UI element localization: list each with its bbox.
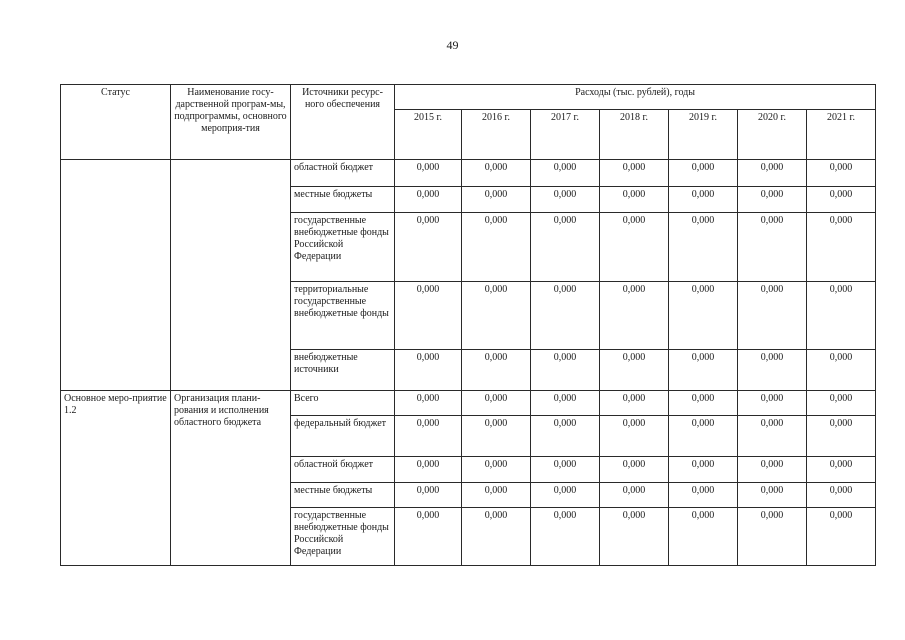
expense-value-cell: 0,000 xyxy=(600,186,669,213)
table-body xyxy=(61,160,876,566)
expense-value-cell: 0,000 xyxy=(807,508,876,566)
expense-value-cell: 0,000 xyxy=(738,456,807,482)
expense-value-cell: 0,000 xyxy=(531,160,600,187)
expense-value-cell: 0,000 xyxy=(462,160,531,187)
header-year: 2018 г. xyxy=(600,110,669,160)
expense-value-cell: 0,000 xyxy=(669,160,738,187)
expense-value-cell: 0,000 xyxy=(462,508,531,566)
expense-value-cell: 0,000 xyxy=(531,456,600,482)
expense-value-cell: 0,000 xyxy=(738,390,807,416)
expense-value-cell: 0,000 xyxy=(669,482,738,508)
funding-source-cell: Всего xyxy=(291,390,395,416)
expense-value-cell: 0,000 xyxy=(669,416,738,457)
expense-value-cell: 0,000 xyxy=(531,281,600,349)
expense-value-cell: 0,000 xyxy=(395,213,462,281)
expense-value-cell: 0,000 xyxy=(807,281,876,349)
expense-value-cell: 0,000 xyxy=(807,416,876,457)
funding-source-cell: областной бюджет xyxy=(291,160,395,187)
name-cell-empty xyxy=(171,160,291,391)
expense-value-cell: 0,000 xyxy=(395,160,462,187)
expense-value-cell: 0,000 xyxy=(600,390,669,416)
expense-value-cell: 0,000 xyxy=(600,508,669,566)
status-cell: Основное меро-приятие 1.2 xyxy=(61,390,171,565)
header-source: Источники ресурс-ного обеспечения xyxy=(291,85,395,160)
expense-value-cell: 0,000 xyxy=(395,281,462,349)
header-expenses: Расходы (тыс. рублей), годы xyxy=(395,85,876,110)
expense-value-cell: 0,000 xyxy=(807,390,876,416)
header-year: 2020 г. xyxy=(738,110,807,160)
expense-value-cell: 0,000 xyxy=(531,416,600,457)
expense-value-cell: 0,000 xyxy=(462,416,531,457)
expense-value-cell: 0,000 xyxy=(531,186,600,213)
expense-value-cell: 0,000 xyxy=(807,160,876,187)
expense-value-cell: 0,000 xyxy=(395,390,462,416)
funding-source-cell: местные бюджеты xyxy=(291,482,395,508)
expense-value-cell: 0,000 xyxy=(395,186,462,213)
page-number: 49 xyxy=(446,38,459,52)
expense-value-cell: 0,000 xyxy=(807,213,876,281)
expense-value-cell: 0,000 xyxy=(531,350,600,391)
expense-value-cell: 0,000 xyxy=(462,186,531,213)
expense-value-cell: 0,000 xyxy=(600,482,669,508)
expense-value-cell: 0,000 xyxy=(462,281,531,349)
expense-value-cell: 0,000 xyxy=(395,482,462,508)
funding-source-cell: государственные внебюджетные фонды Российской Федерации xyxy=(291,213,395,281)
expense-value-cell: 0,000 xyxy=(738,186,807,213)
expense-value-cell: 0,000 xyxy=(600,350,669,391)
expense-value-cell: 0,000 xyxy=(807,186,876,213)
expense-value-cell: 0,000 xyxy=(531,482,600,508)
expense-value-cell: 0,000 xyxy=(462,350,531,391)
expense-value-cell: 0,000 xyxy=(531,213,600,281)
header-year: 2017 г. xyxy=(531,110,600,160)
expense-value-cell: 0,000 xyxy=(738,281,807,349)
expense-value-cell: 0,000 xyxy=(531,390,600,416)
expense-value-cell: 0,000 xyxy=(462,213,531,281)
expense-value-cell: 0,000 xyxy=(738,213,807,281)
expense-value-cell: 0,000 xyxy=(600,456,669,482)
program-name-cell: Организация плани-рования и исполнения областного бюджета xyxy=(171,390,291,565)
expense-value-cell: 0,000 xyxy=(807,456,876,482)
expense-value-cell: 0,000 xyxy=(738,416,807,457)
expense-value-cell: 0,000 xyxy=(669,390,738,416)
expense-value-cell: 0,000 xyxy=(395,350,462,391)
header-year: 2021 г. xyxy=(807,110,876,160)
expense-value-cell: 0,000 xyxy=(807,482,876,508)
expense-value-cell: 0,000 xyxy=(669,213,738,281)
expense-value-cell: 0,000 xyxy=(395,508,462,566)
funding-source-cell: внебюджетные источники xyxy=(291,350,395,391)
expense-value-cell: 0,000 xyxy=(600,281,669,349)
expense-value-cell: 0,000 xyxy=(531,508,600,566)
funding-source-cell: местные бюджеты xyxy=(291,186,395,213)
expense-value-cell: 0,000 xyxy=(738,160,807,187)
expense-value-cell: 0,000 xyxy=(600,160,669,187)
funding-source-cell: государственные внебюджетные фонды Российской Федерации xyxy=(291,508,395,566)
header-name: Наименование госу-дарственной програм-мы, подпрограммы, основного мероприя-тия xyxy=(171,85,291,160)
expense-value-cell: 0,000 xyxy=(395,456,462,482)
expense-value-cell: 0,000 xyxy=(462,482,531,508)
header-year: 2019 г. xyxy=(669,110,738,160)
expense-value-cell: 0,000 xyxy=(669,350,738,391)
header-status: Статус xyxy=(61,85,171,160)
expense-value-cell: 0,000 xyxy=(738,482,807,508)
expense-value-cell: 0,000 xyxy=(738,350,807,391)
status-cell-empty xyxy=(61,160,171,391)
expense-value-cell: 0,000 xyxy=(669,281,738,349)
expense-value-cell: 0,000 xyxy=(669,508,738,566)
expense-value-cell: 0,000 xyxy=(395,416,462,457)
funding-source-cell: областной бюджет xyxy=(291,456,395,482)
funding-source-cell: федеральный бюджет xyxy=(291,416,395,457)
table-row xyxy=(61,390,876,416)
expense-value-cell: 0,000 xyxy=(807,350,876,391)
header-year: 2016 г. xyxy=(462,110,531,160)
expense-value-cell: 0,000 xyxy=(738,508,807,566)
expense-value-cell: 0,000 xyxy=(600,213,669,281)
expense-value-cell: 0,000 xyxy=(669,186,738,213)
expense-value-cell: 0,000 xyxy=(669,456,738,482)
table-row xyxy=(61,160,876,187)
header-year: 2015 г. xyxy=(395,110,462,160)
funding-source-cell: территориальные государственные внебюджетные фонды xyxy=(291,281,395,349)
expense-value-cell: 0,000 xyxy=(462,456,531,482)
expense-value-cell: 0,000 xyxy=(462,390,531,416)
budget-table xyxy=(60,84,876,566)
expense-value-cell: 0,000 xyxy=(600,416,669,457)
